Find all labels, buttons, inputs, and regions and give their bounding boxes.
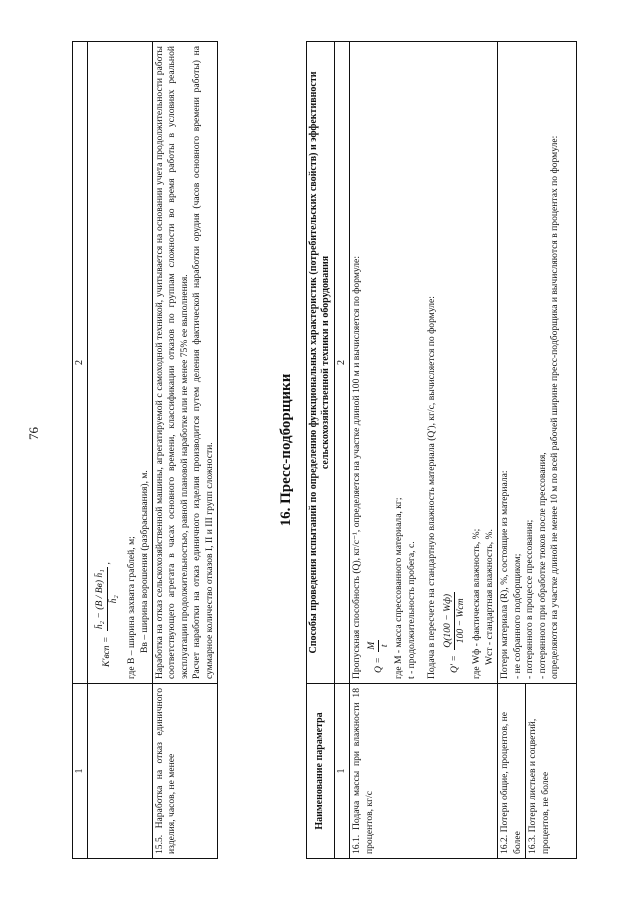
formula-numerator: h̄₂ − (B / Bв) h̄₁ [94,567,107,631]
formula-kvsp: K′всп = h̄₂ − (B / Bв) h̄₁ h̄₂ , [94,562,119,667]
formula-cell [88,42,153,684]
formula-q-prime-lhs: Q′ = [448,655,460,673]
row-16-1-name: 16.1. Подача массы при влажности 18 процентов, кг/с [350,684,498,859]
losses-determination: определяются на участке длиной не менее 10 м по всей рабочей ширине пресс-подборщика и вычисляются в процентах по формуле: [548,135,560,679]
formula-q-lhs: Q = [372,657,384,673]
row-15-5 [153,42,218,859]
formula-q [366,46,392,673]
formula-lhs: K′всп = [101,636,113,667]
top-table [72,41,218,859]
where-wf: где Wф - фактическая влажность, %; [471,528,483,679]
formula-denominator: h̄₂ [107,595,119,604]
page-number-text: 76 [26,427,41,440]
bottom-col1: 1 [334,684,349,859]
row-15-5-method [153,42,218,684]
formula-row [88,42,153,859]
formula-fraction [94,567,120,631]
losses-method [498,42,577,684]
header-method: Способы проведения испытаний по определению функциональных характеристик (потребительских свойств) и эффективности сельскохозяйственной техники и оборудования [307,42,335,684]
bottom-table [306,41,577,859]
row-16-1 [350,42,498,859]
method-paragraph-2: Расчет наработки на отказ единичного изделия производится путем деления фактической наработки орудия (часов основного времени работы) на суммарное количество отказов I, II и III групп сложности. [191,46,215,679]
bottom-col-numbers [334,42,349,859]
top-table-header [73,42,88,859]
formula-q-denominator: t [379,644,391,648]
section-title: 16. Пресс-подборщики [278,373,294,527]
losses-item-3: - потерянного при обработке тюков после прессования, [536,452,548,679]
method-paragraph-1: Наработка на отказ сельскохозяйственной машины, агрегатируемой с самоходной техникой, учитывается на основании учета продолжительности работы соответствующего агрегата в часах основного времени, классификации отказов по группам сложности во время работы в условиях реальной эксплуатации продолжительностью, равной плановой наработке или не менее 75% ее выполнения. [154,46,190,679]
where-m: где M - масса спрессованного материала, кг; [393,497,405,679]
row-16-2-name: 16.2. Потери общие, процентов, не более [498,684,526,859]
empty-cell [88,684,153,859]
row-16-1-method [350,42,498,684]
formula-q-numerator: M [366,640,379,652]
formula-q-prime-numerator: Q(100 − Wф) [442,592,455,650]
where-t: t - продолжительность пробега, с. [405,541,417,679]
page-number [26,427,42,440]
formula-q-fraction [366,640,392,652]
bottom-col2: 2 [334,42,349,684]
losses-line: Потери материала (R), %, состоящие из материала: [499,470,511,679]
where-wst: Wст - стандартная влажность, %. [483,529,495,665]
col2-header: 2 [73,42,88,684]
row-15-5-name: 15.5. Наработка на отказ единичного изделия, часов, не менее [153,684,218,859]
formula-q-prime [442,46,468,673]
losses-item-1: - не собранного подборщиком; [511,553,523,679]
formula-q-prime-denominator: 100 − Wст [455,598,467,644]
where-b: где B – ширина захвата граблей, м; [126,536,138,679]
throughput-line: Пропускная способность (Q), кг/с⁻¹, определяется на участке длиной 100 м и вычисляется по формуле: [351,256,363,679]
losses-item-2: - потерянного в процессе прессования; [524,519,536,679]
col1-header: 1 [73,684,88,859]
formula-q-prime-fraction [442,592,468,650]
where-bv: Bв – ширина ворошения (разбрасывания), м. [138,470,150,653]
row-16-2 [498,42,526,859]
row-16-3-name: 16.3. Потери листьев и соцветий, процентов, не более [526,684,577,859]
bottom-table-header [307,42,335,859]
header-name: Наименование параметра [307,684,335,859]
standard-moisture-line: Подача в пересчете на стандартную влажность материала (Q′), кг/с, вычисляется по формуле: [426,296,438,679]
